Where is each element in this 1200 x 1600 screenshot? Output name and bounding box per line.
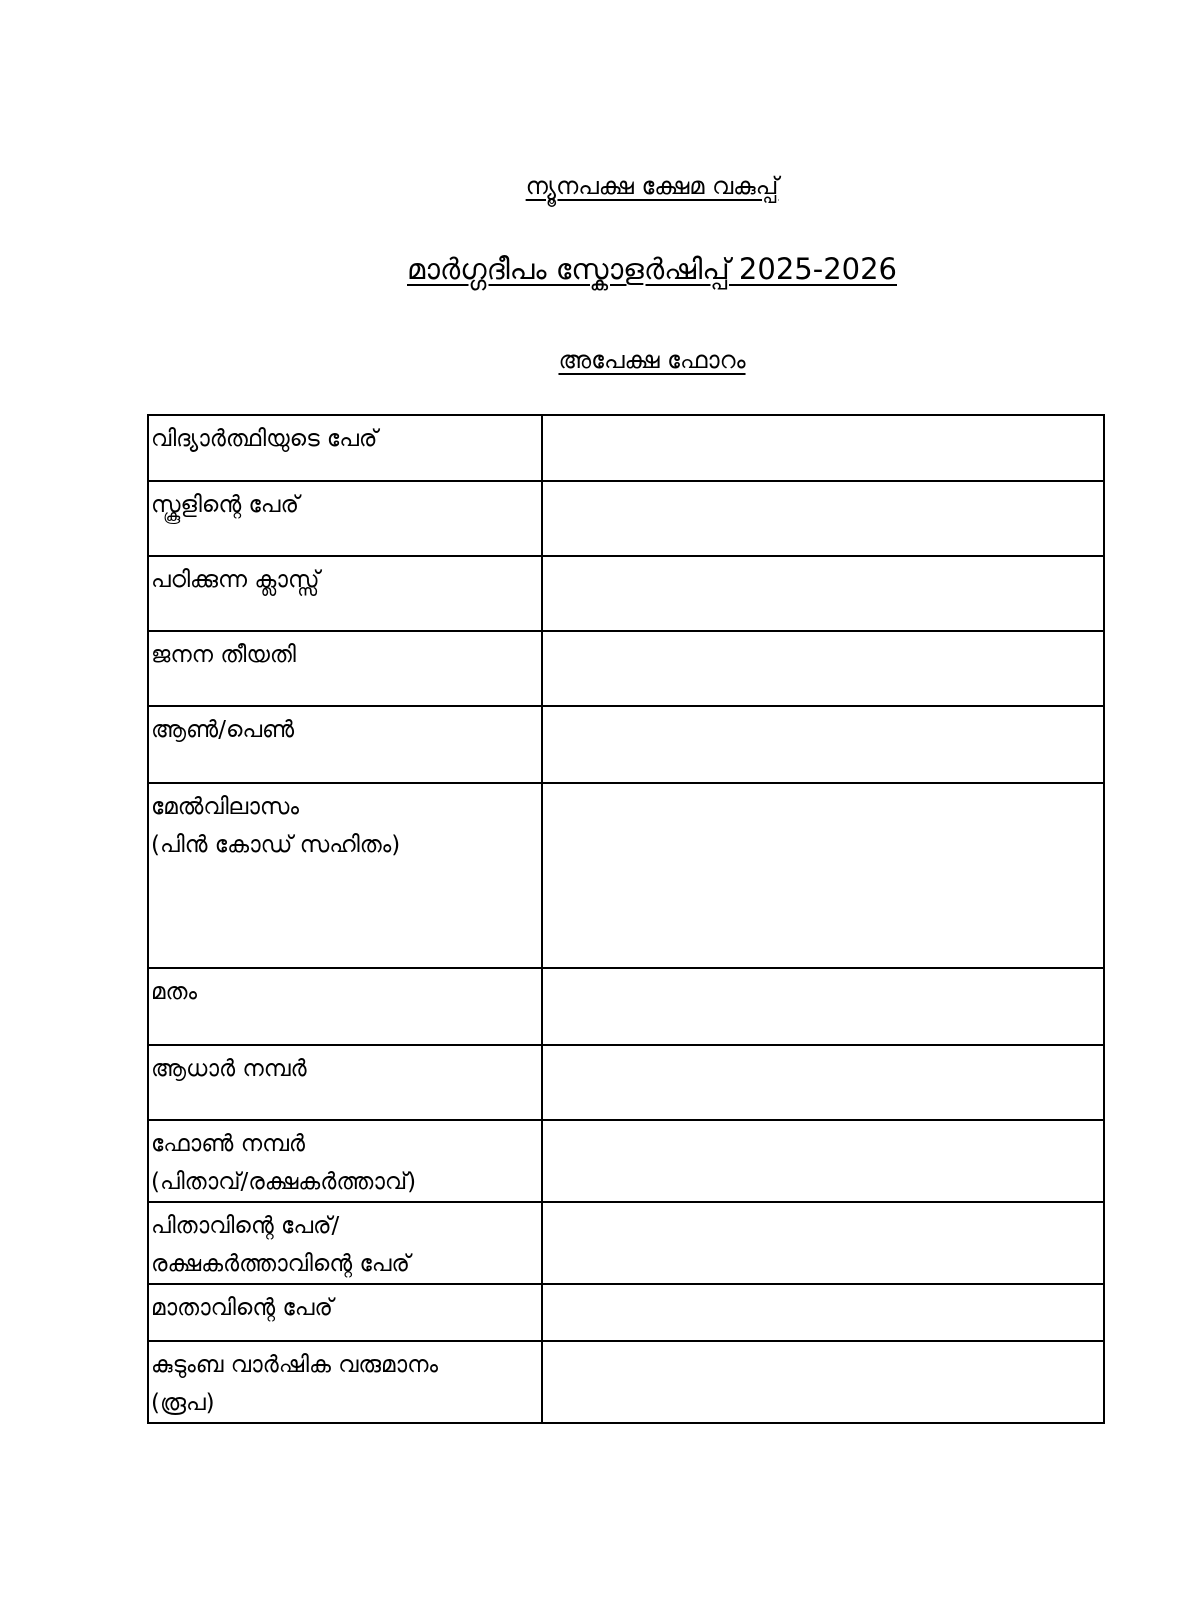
father-guardian-name-field[interactable]: [542, 1202, 1104, 1284]
address-label-line: (പിൻ കോഡ് സഹിതം): [151, 832, 401, 858]
mother-name-label: [148, 1284, 542, 1341]
application-form-table: [147, 414, 1105, 1424]
phone-number-label-line: (പിതാവ്/രക്ഷകർത്താവ്): [151, 1169, 417, 1195]
religion-label: [148, 968, 542, 1045]
student-name-label: [148, 415, 542, 481]
school-name-label: [148, 481, 542, 556]
student-name-field[interactable]: [542, 415, 1104, 481]
aadhaar-number-label-line: ആധാർ നമ്പർ: [151, 1056, 307, 1082]
address-field[interactable]: [542, 783, 1104, 968]
annual-family-income-label: [148, 1341, 542, 1423]
class-studying-label-line: പഠിക്കുന്ന ക്ലാസ്സ്: [151, 567, 320, 593]
form-row-address: [148, 783, 1104, 968]
annual-family-income-label-line: കുടുംബ വാർഷിക വരുമാനം: [151, 1352, 439, 1378]
scheme-title: മാർഗ്ഗദീപം സ്കോളർഷിപ്പ് 2025-2026: [407, 252, 897, 286]
form-body: [148, 415, 1104, 1423]
aadhaar-number-field[interactable]: [542, 1045, 1104, 1120]
form-row-date-of-birth: [148, 631, 1104, 706]
form-row-student-name: [148, 415, 1104, 481]
department-title: ന്യൂനപക്ഷ ക്ഷേമ വകുപ്പ്: [525, 172, 779, 200]
form-row-class-studying: [148, 556, 1104, 631]
form-row-school-name: [148, 481, 1104, 556]
mother-name-field[interactable]: [542, 1284, 1104, 1341]
annual-family-income-label-line: (രൂപ): [151, 1390, 215, 1416]
date-of-birth-label-line: ജനന തീയതി: [151, 642, 296, 668]
father-guardian-name-label-line: പിതാവിന്റെ പേര്/: [151, 1213, 340, 1239]
mother-name-label-line: മാതാവിന്റെ പേര്: [151, 1295, 333, 1321]
gender-label: [148, 706, 542, 783]
phone-number-label: [148, 1120, 542, 1202]
class-studying-field[interactable]: [542, 556, 1104, 631]
form-row-father-guardian-name: [148, 1202, 1104, 1284]
form-row-aadhaar-number: [148, 1045, 1104, 1120]
form-row-phone-number: [148, 1120, 1104, 1202]
gender-label-line: ആൺ/പെൺ: [151, 717, 295, 743]
date-of-birth-field[interactable]: [542, 631, 1104, 706]
phone-number-label-line: ഫോൺ നമ്പർ: [151, 1131, 306, 1157]
form-row-gender: [148, 706, 1104, 783]
father-guardian-name-label: [148, 1202, 542, 1284]
school-name-field[interactable]: [542, 481, 1104, 556]
class-studying-label: [148, 556, 542, 631]
phone-number-field[interactable]: [542, 1120, 1104, 1202]
form-row-religion: [148, 968, 1104, 1045]
address-label-line: മേൽവിലാസം: [151, 794, 299, 820]
student-name-label-line: വിദ്യാർത്ഥിയുടെ പേര്: [151, 426, 378, 452]
form-row-mother-name: [148, 1284, 1104, 1341]
form-row-annual-family-income: [148, 1341, 1104, 1423]
date-of-birth-label: [148, 631, 542, 706]
religion-label-line: മതം: [151, 979, 198, 1005]
aadhaar-number-label: [148, 1045, 542, 1120]
gender-field[interactable]: [542, 706, 1104, 783]
address-label: [148, 783, 542, 968]
religion-field[interactable]: [542, 968, 1104, 1045]
school-name-label-line: സ്കൂളിന്റെ പേര്: [151, 492, 300, 518]
annual-family-income-field[interactable]: [542, 1341, 1104, 1423]
form-title: അപേക്ഷ ഫോറം: [558, 346, 746, 374]
father-guardian-name-label-line: രക്ഷകർത്താവിന്റെ പേര്: [151, 1251, 410, 1277]
